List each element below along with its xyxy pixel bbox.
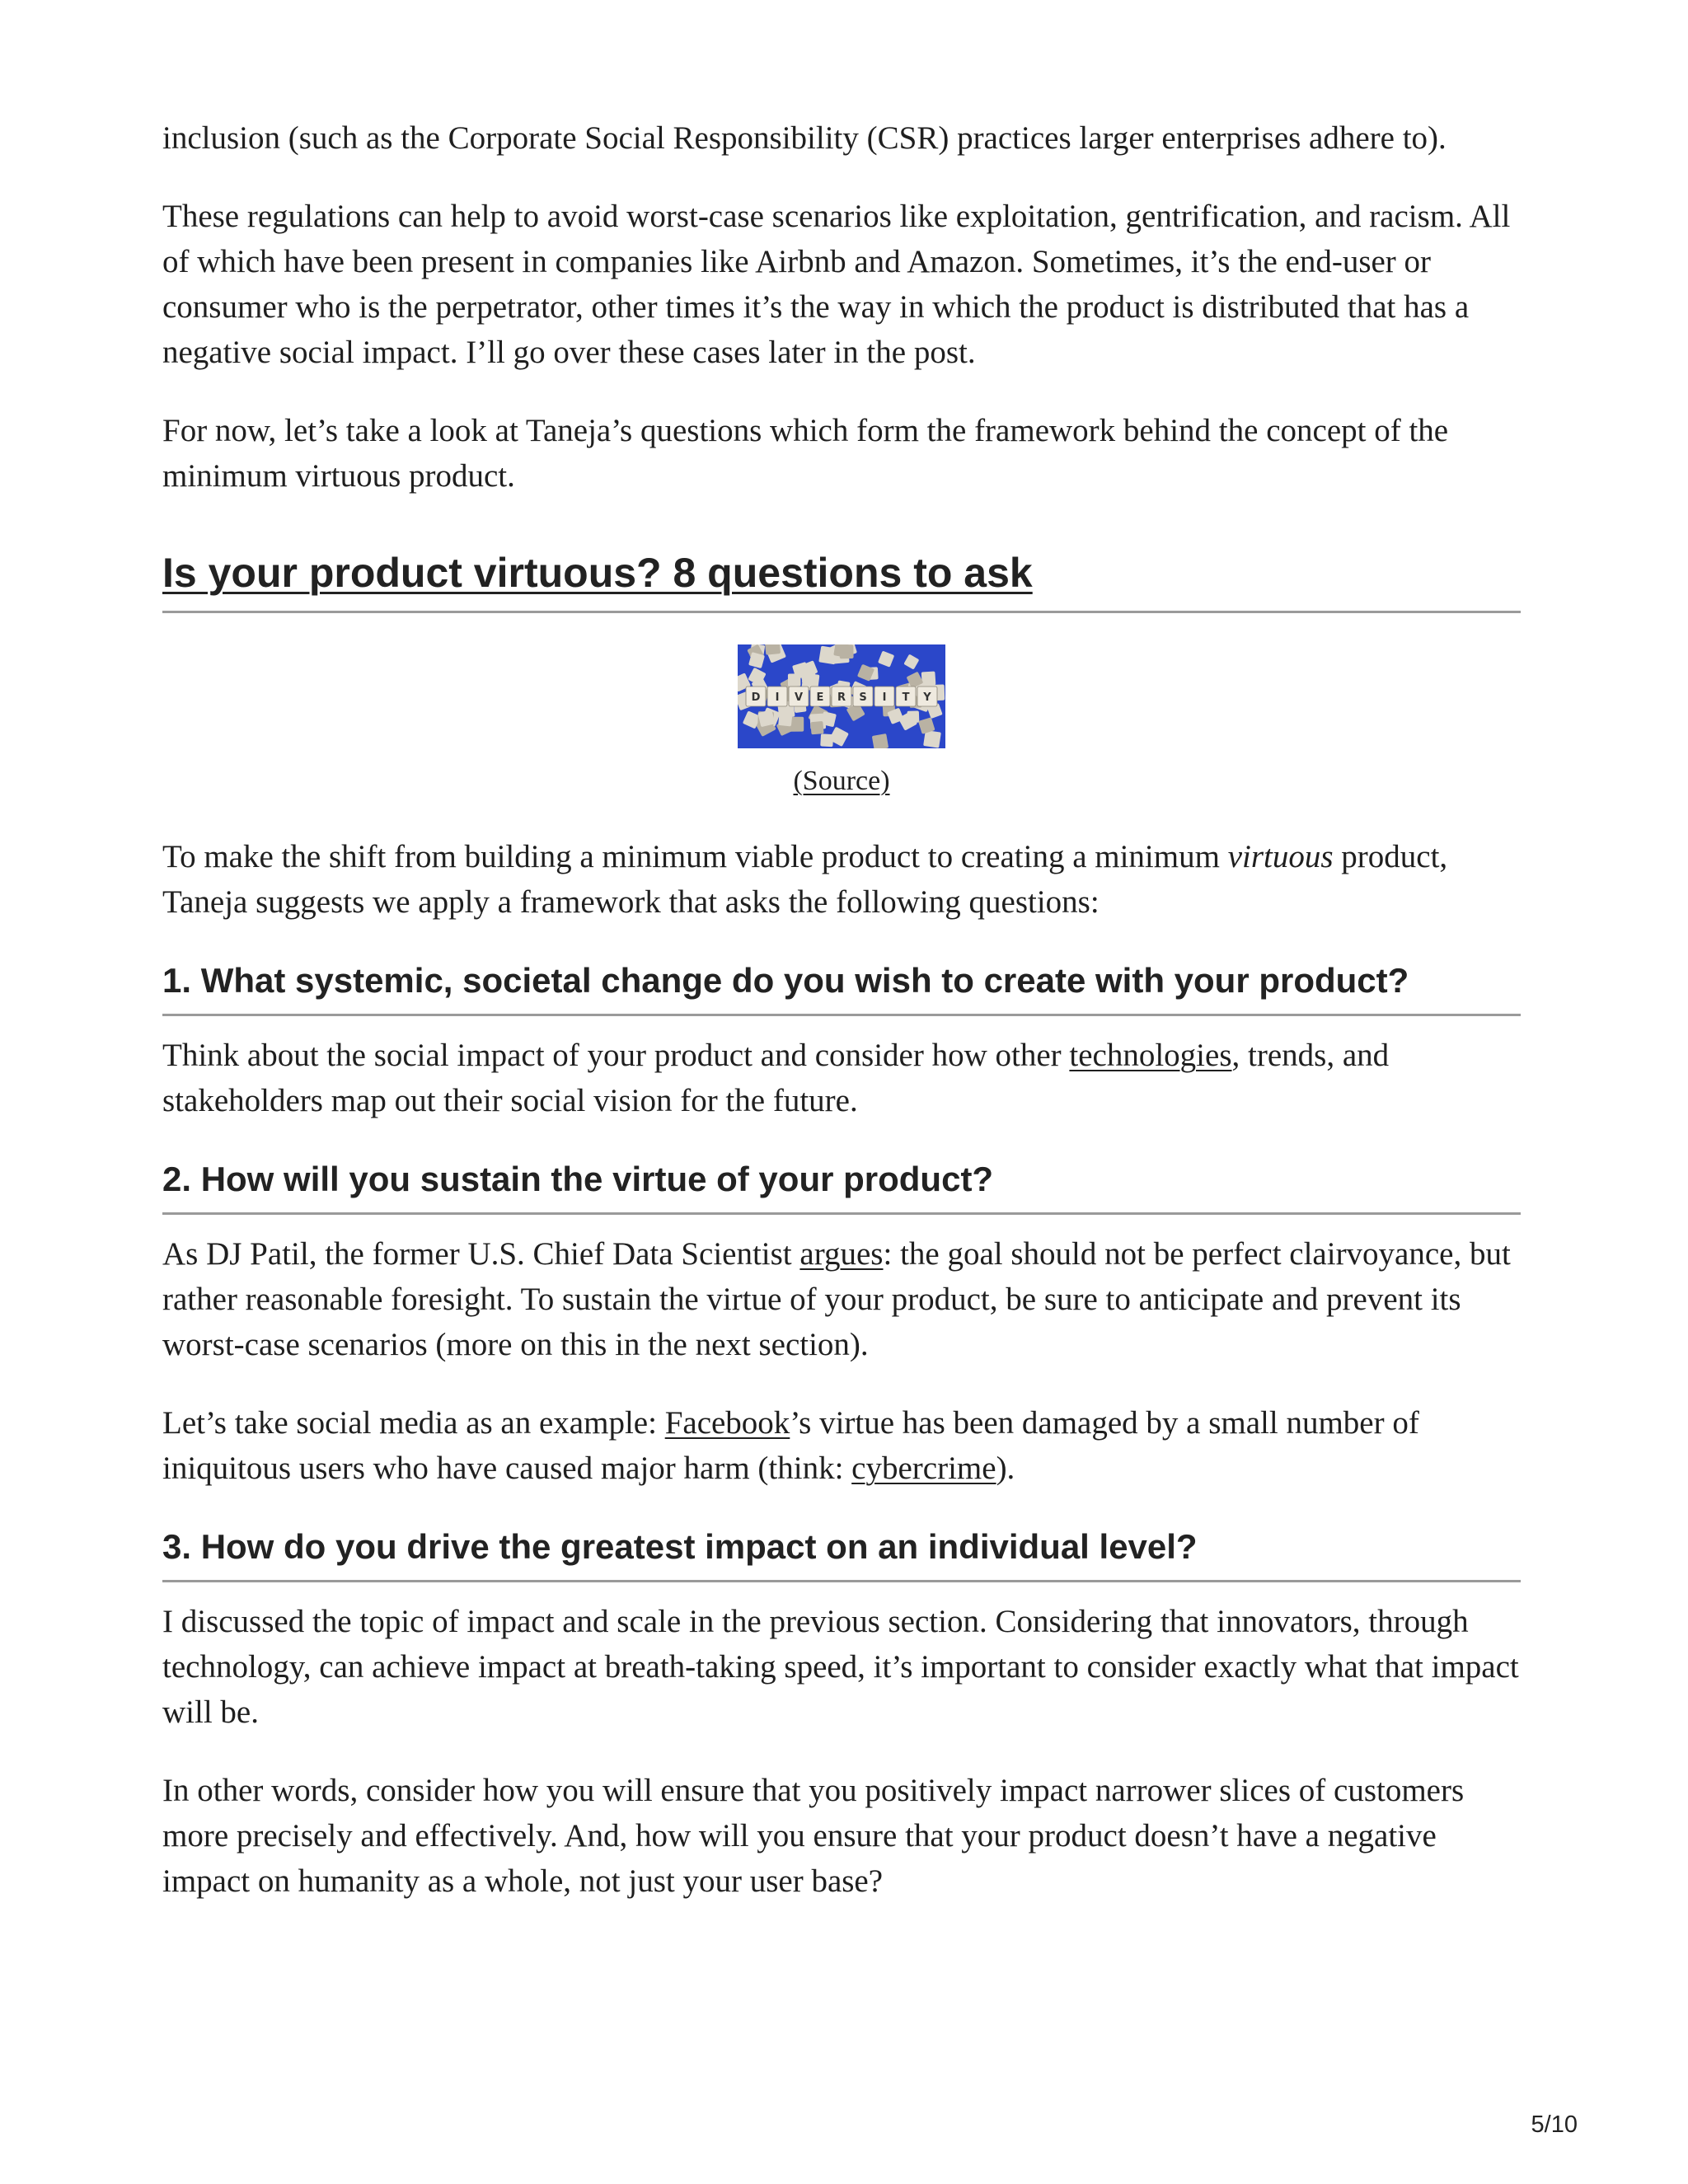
figure-caption	[162, 763, 1521, 799]
question-3-paragraph-1: I discussed the topic of impact and scale in the previous section. Considering that innovators, through technology, can achieve impact at breath-taking speed, it’s important to consider exactly what that impact will be.	[162, 1604, 1519, 1730]
facebook-link[interactable]: Facebook	[664, 1405, 790, 1441]
scatter-tile	[840, 644, 854, 658]
q1-text-2: , trends, and stakeholders map out their social vision for the future.	[162, 1038, 1390, 1118]
paragraph-for-now: For now, let’s take a look at Taneja’s questions which form the framework behind the concept of the minimum virtuous product.	[162, 413, 1449, 494]
paragraph-regulations: These regulations can help to avoid worst-case scenarios like exploitation, gentrification, and racism. All of which have been present in companies like Airbnb and Amazon. Sometimes, it’s the end-user or consumer who is the perpetrator, other times it’s the way in which the product is distributed that has a negative social impact. I’ll go over these cases later in the post.	[162, 199, 1511, 370]
scatter-tile	[810, 721, 823, 734]
section-heading	[162, 546, 1521, 613]
figure-diversity	[162, 644, 1521, 799]
scatter-tile	[765, 644, 781, 655]
word-tile-letter: E	[816, 691, 824, 704]
word-tile-letter: S	[859, 691, 867, 704]
scatter-tile	[872, 733, 889, 748]
q2-p2-text-3: ).	[996, 1451, 1015, 1486]
word-tile-letter: V	[794, 691, 804, 704]
source-link[interactable]: (Source)	[793, 766, 890, 796]
cybercrime-link[interactable]: cybercrime	[851, 1451, 996, 1486]
intro-text-2: product, Taneja suggests we apply a framework that asks the following questions:	[162, 839, 1448, 920]
question-3-paragraph-2: In other words, consider how you will ensure that you positively impact narrower slices of customers more precisely and effectively. And, how will you ensure that your product doesn’t have a negative impact on humanity as a whole, not just your user base?	[162, 1773, 1465, 1899]
word-tile-letter: I	[775, 691, 780, 704]
question-2-paragraph-1	[162, 1231, 1521, 1367]
q2-p2-text-2: ’s virtue has been damaged by a small number of iniquitous users who have caused major harm (think:	[162, 1405, 1419, 1486]
question-1-heading: 1. What systemic, societal change do you wish to create with your product?	[162, 958, 1521, 1016]
question-1-paragraph	[162, 1033, 1521, 1123]
argues-link[interactable]: argues	[799, 1236, 884, 1272]
word-tile-letter: I	[882, 691, 887, 704]
intro-text-1: To make the shift from building a minimum viable product to creating a minimum	[162, 839, 1228, 874]
q2-p2-text-1: Let’s take social media as an example:	[162, 1405, 665, 1441]
question-2-paragraph-2	[162, 1400, 1521, 1491]
paragraph-csr: inclusion (such as the Corporate Social Responsibility (CSR) practices larger enterprises adhere to).	[162, 120, 1447, 156]
technologies-link[interactable]: technologies	[1069, 1038, 1232, 1073]
q2-text-2: : the goal should not be perfect clairvoyance, but rather reasonable foresight. To sustain the virtue of your product, be sure to anticipate and prevent its worst-case scenarios (more on this in the next section).	[162, 1236, 1511, 1362]
section-heading-link[interactable]: Is your product virtuous? 8 questions to ask	[162, 550, 1033, 596]
word-tile-letter: T	[902, 691, 910, 704]
word-tile-letter: R	[837, 691, 846, 704]
question-3-heading: 3. How do you drive the greatest impact on an individual level?	[162, 1524, 1521, 1582]
word-tile-letter: Y	[923, 691, 931, 704]
article-body	[162, 115, 1521, 1937]
q2-text-1: As DJ Patil, the former U.S. Chief Data Scientist	[162, 1236, 800, 1272]
paragraph-intro	[162, 834, 1521, 925]
question-2-heading: 2. How will you sustain the virtue of your product?	[162, 1156, 1521, 1215]
diversity-scrabble-image	[738, 644, 945, 748]
q1-text-1: Think about the social impact of your product and consider how other	[162, 1038, 1070, 1073]
intro-italic: virtuous	[1227, 839, 1334, 874]
page-number: 5/10	[1531, 2111, 1578, 2138]
word-tile-letter: D	[751, 691, 761, 704]
